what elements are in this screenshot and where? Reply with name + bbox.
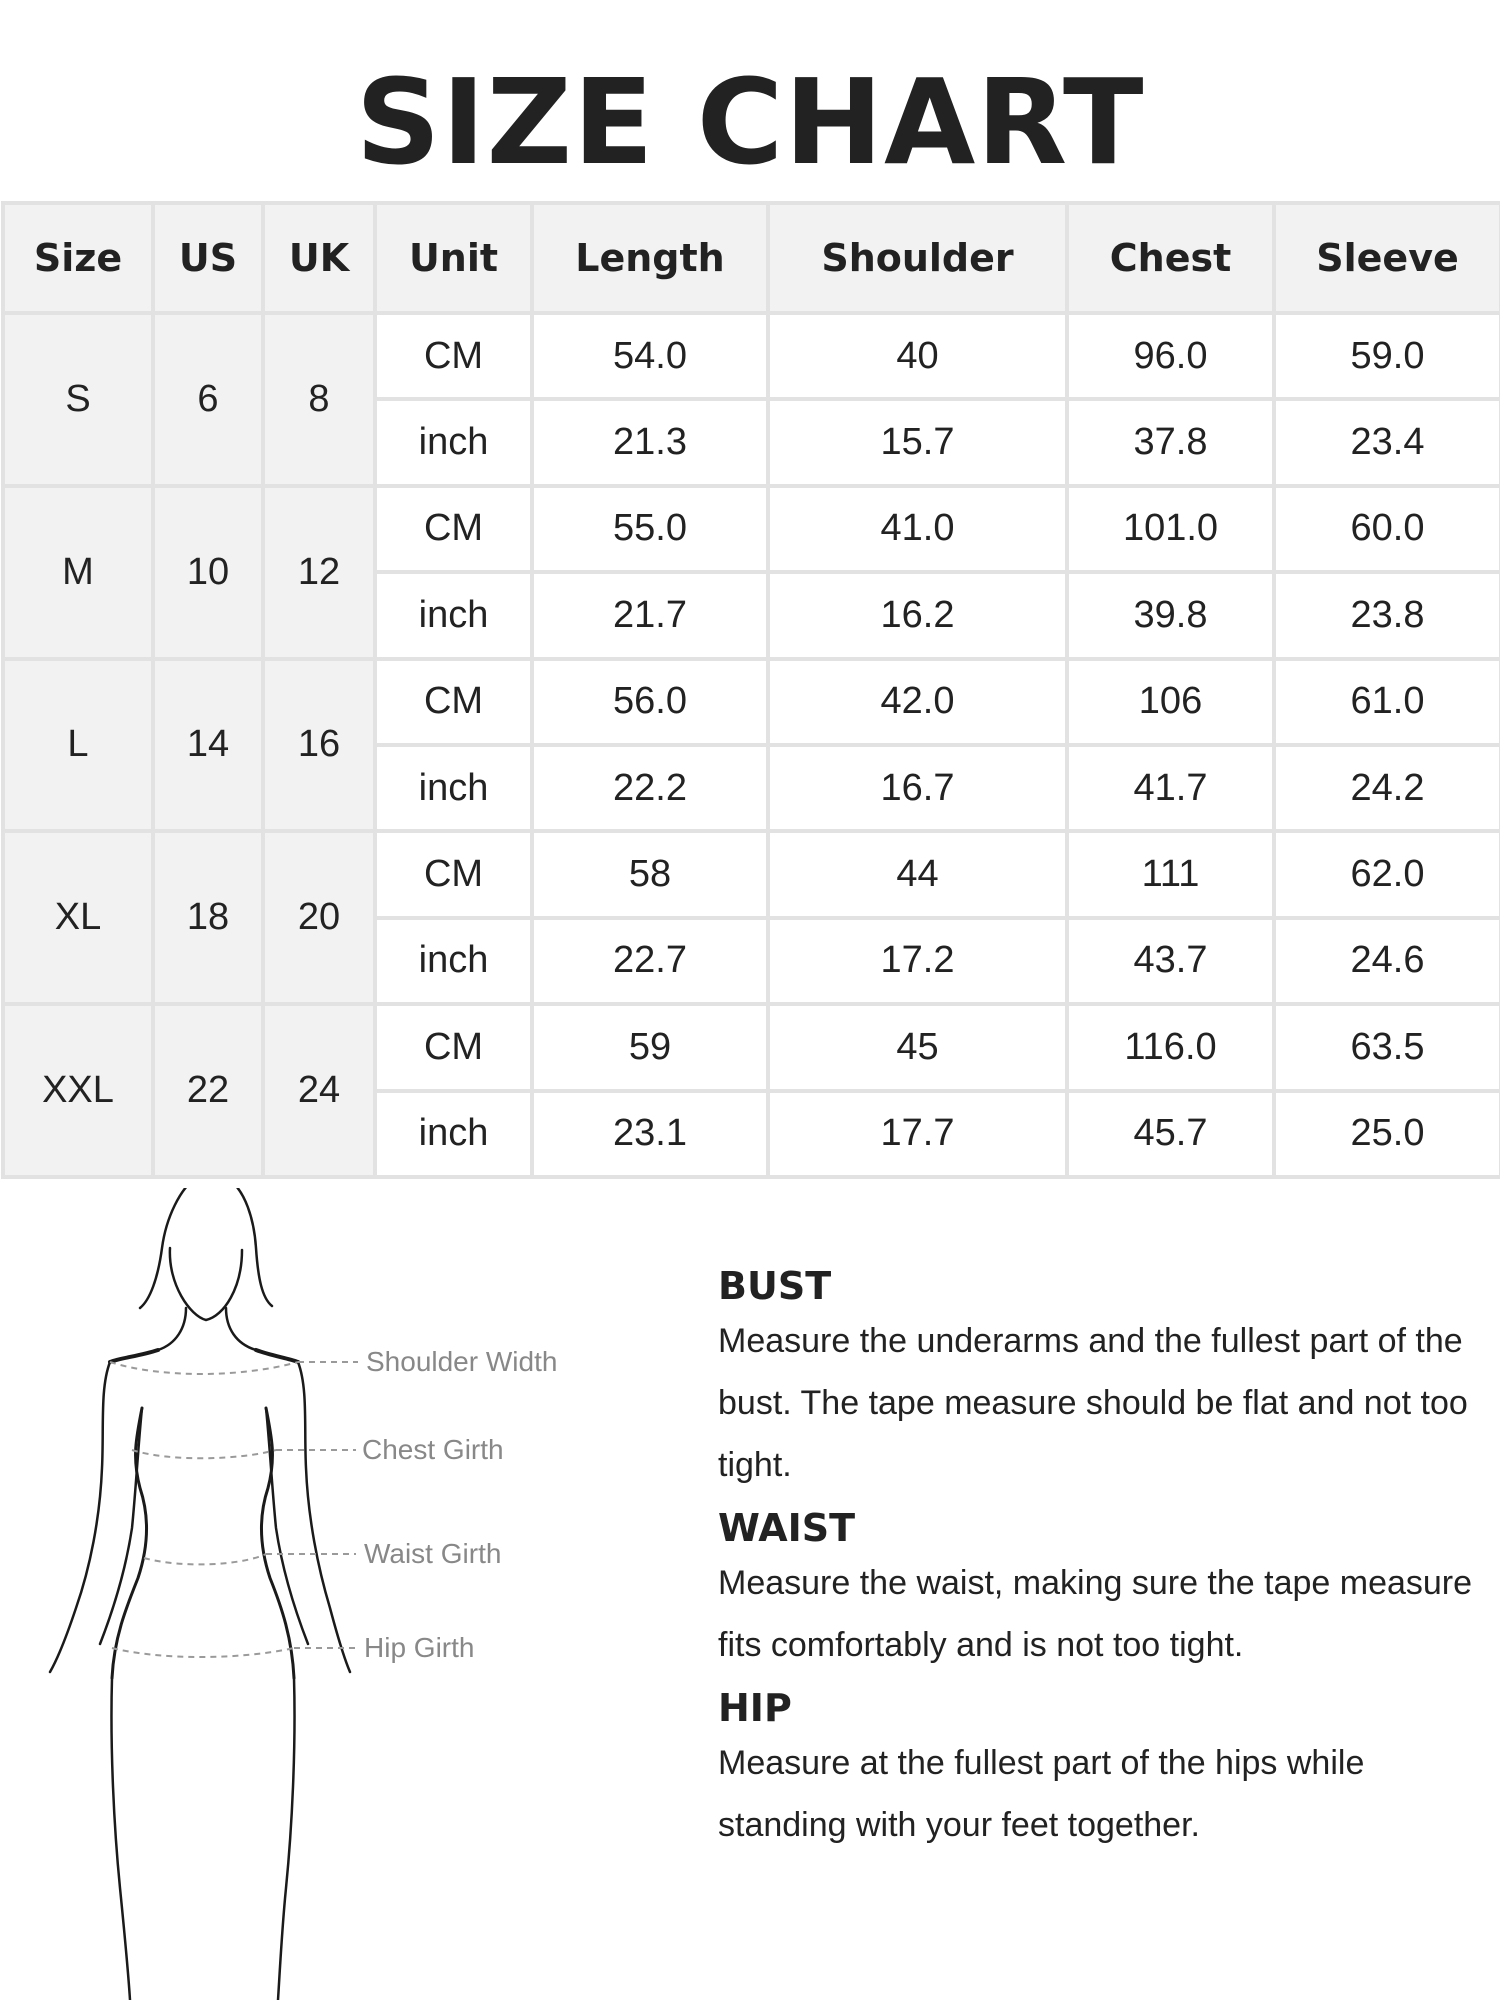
sleeve-cell: 23.4: [1274, 399, 1500, 485]
size-cell: XXL: [3, 1004, 153, 1177]
length-cell: 59: [532, 1004, 768, 1090]
sleeve-cell: 24.6: [1274, 918, 1500, 1004]
size-table: [1, 201, 1500, 1179]
unit-cell: inch: [375, 1091, 532, 1177]
header-sleeve: Sleeve: [1274, 203, 1500, 313]
shoulder-cell: 44: [768, 831, 1067, 917]
us-cell: 10: [153, 486, 263, 659]
length-cell: 22.2: [532, 745, 768, 831]
page-title: SIZE CHART: [355, 53, 1145, 191]
chest-cell: 96.0: [1067, 313, 1274, 399]
unit-cell: CM: [375, 486, 532, 572]
size-cell: M: [3, 486, 153, 659]
us-cell: 18: [153, 831, 263, 1004]
us-cell: 14: [153, 659, 263, 832]
waist-text: Measure the waist, making sure the tape measure fits comfortably and is not too tight.: [718, 1564, 1473, 1664]
hip-text: Measure at the fullest part of the hips while standing with your feet together.: [718, 1744, 1365, 1844]
chest-cell: 41.7: [1067, 745, 1274, 831]
size-cell: L: [3, 659, 153, 832]
us-cell: 6: [153, 313, 263, 486]
measurement-guide: [718, 1262, 1478, 1864]
table-header-row: [3, 203, 1500, 313]
uk-cell: 12: [263, 486, 375, 659]
unit-cell: inch: [375, 918, 532, 1004]
waist-girth-label: Waist Girth: [364, 1538, 502, 1569]
sleeve-cell: 61.0: [1274, 659, 1500, 745]
uk-cell: 16: [263, 659, 375, 832]
chest-cell: 106: [1067, 659, 1274, 745]
shoulder-cell: 17.2: [768, 918, 1067, 1004]
sleeve-cell: 62.0: [1274, 831, 1500, 917]
shoulder-cell: 45: [768, 1004, 1067, 1090]
shoulder-cell: 16.7: [768, 745, 1067, 831]
uk-cell: 24: [263, 1004, 375, 1177]
shoulder-cell: 17.7: [768, 1091, 1067, 1177]
shoulder-cell: 42.0: [768, 659, 1067, 745]
sleeve-cell: 59.0: [1274, 313, 1500, 399]
length-cell: 22.7: [532, 918, 768, 1004]
sleeve-cell: 24.2: [1274, 745, 1500, 831]
length-cell: 23.1: [532, 1091, 768, 1177]
unit-cell: inch: [375, 745, 532, 831]
sleeve-cell: 25.0: [1274, 1091, 1500, 1177]
bust-text: Measure the underarms and the fullest part of the bust. The tape measure should be flat and not too tight.: [718, 1322, 1468, 1484]
unit-cell: CM: [375, 1004, 532, 1090]
table-row: [3, 659, 1500, 745]
chest-cell: 39.8: [1067, 572, 1274, 658]
chest-girth-label: Chest Girth: [362, 1434, 504, 1465]
table-row: [3, 486, 1500, 572]
chest-cell: 111: [1067, 831, 1274, 917]
bust-heading: BUST: [718, 1264, 832, 1308]
size-cell: S: [3, 313, 153, 486]
shoulder-width-label: Shoulder Width: [366, 1346, 558, 1377]
us-cell: 22: [153, 1004, 263, 1177]
shoulder-cell: 41.0: [768, 486, 1067, 572]
hip-heading: HIP: [718, 1686, 792, 1730]
shoulder-cell: 40: [768, 313, 1067, 399]
waist-heading: WAIST: [718, 1506, 856, 1550]
woman-silhouette-icon: [40, 1188, 690, 2000]
hip-girth-label: Hip Girth: [364, 1632, 475, 1663]
length-cell: 58: [532, 831, 768, 917]
unit-cell: inch: [375, 572, 532, 658]
length-cell: 54.0: [532, 313, 768, 399]
length-cell: 56.0: [532, 659, 768, 745]
sleeve-cell: 63.5: [1274, 1004, 1500, 1090]
shoulder-cell: 15.7: [768, 399, 1067, 485]
header-us: US: [153, 203, 263, 313]
header-shoulder: Shoulder: [768, 203, 1067, 313]
length-cell: 21.7: [532, 572, 768, 658]
chest-cell: 43.7: [1067, 918, 1274, 1004]
body-measurement-figure: [40, 1188, 690, 2000]
header-uk: UK: [263, 203, 375, 313]
chest-cell: 101.0: [1067, 486, 1274, 572]
chest-cell: 116.0: [1067, 1004, 1274, 1090]
length-cell: 21.3: [532, 399, 768, 485]
table-row: [3, 1004, 1500, 1090]
sleeve-cell: 23.8: [1274, 572, 1500, 658]
sleeve-cell: 60.0: [1274, 486, 1500, 572]
chest-cell: 45.7: [1067, 1091, 1274, 1177]
uk-cell: 20: [263, 831, 375, 1004]
header-size: Size: [3, 203, 153, 313]
uk-cell: 8: [263, 313, 375, 486]
size-cell: XL: [3, 831, 153, 1004]
table-row: [3, 313, 1500, 399]
header-unit: Unit: [375, 203, 532, 313]
unit-cell: CM: [375, 831, 532, 917]
header-length: Length: [532, 203, 768, 313]
header-chest: Chest: [1067, 203, 1274, 313]
unit-cell: CM: [375, 313, 532, 399]
unit-cell: inch: [375, 399, 532, 485]
length-cell: 55.0: [532, 486, 768, 572]
shoulder-cell: 16.2: [768, 572, 1067, 658]
chest-cell: 37.8: [1067, 399, 1274, 485]
table-row: [3, 831, 1500, 917]
unit-cell: CM: [375, 659, 532, 745]
